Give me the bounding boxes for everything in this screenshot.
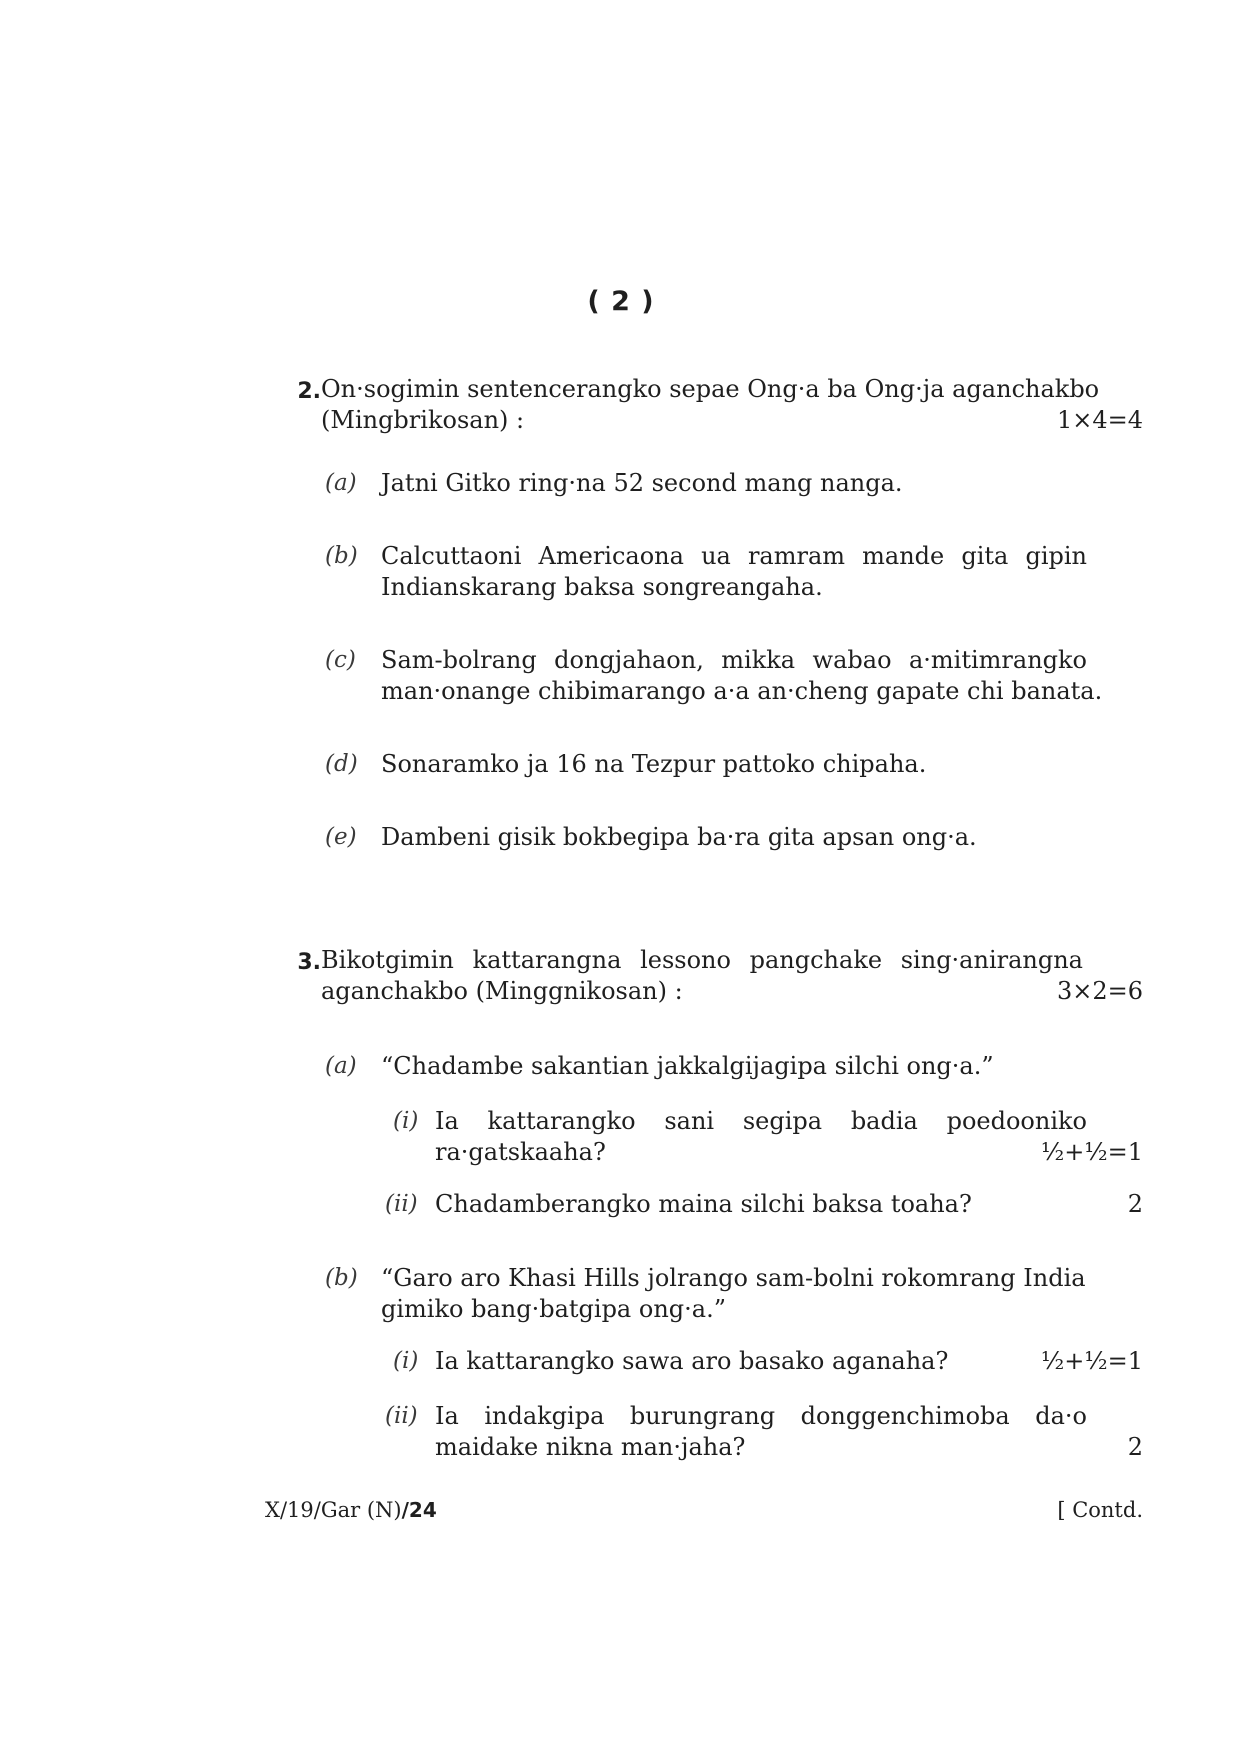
question-number: 2. <box>297 379 321 404</box>
item-label: (a) <box>325 1053 357 1079</box>
item-text-line-2: gimiko bang·batgipa ong·a.” <box>381 1295 726 1323</box>
question-number: 3. <box>297 950 321 975</box>
item-label: (d) <box>325 751 358 777</box>
q3-b-sub-i <box>385 1346 1143 1377</box>
question-text-line-1: Bikotgimin kattarangna lessono pangchake sing·anirangna <box>321 946 1083 974</box>
item-text: Dambeni gisik bokbegipa ba·ra gita apsan ong·a. <box>381 823 977 851</box>
continued-note: [ Contd. <box>1057 1498 1143 1522</box>
paper-code <box>265 1495 437 1525</box>
paper-code-suffix: /24 <box>401 1498 437 1522</box>
sub-item-label: (i) <box>393 1108 419 1134</box>
question-2 <box>287 374 1143 434</box>
q2-item-b <box>325 541 1087 603</box>
item-text: Jatni Gitko ring·na 52 second mang nanga. <box>381 469 903 497</box>
question-text-line-2: aganchakbo (Minggnikosan) : <box>321 977 683 1005</box>
sub-item-marks: ½+½=1 <box>1040 1138 1143 1166</box>
item-label: (b) <box>325 543 358 569</box>
sub-item-marks: 2 <box>1127 1433 1143 1461</box>
item-label: (a) <box>325 470 357 496</box>
q2-item-e <box>325 822 1087 853</box>
q2-item-d <box>325 749 1087 780</box>
q2-item-c <box>325 645 1103 707</box>
item-text-line-1: Sam-bolrang dongjahaon, mikka wabao a·mitimrangko <box>381 646 1087 674</box>
item-text-line-1: “Garo aro Khasi Hills jolrango sam-bolni rokomrang India <box>381 1264 1086 1292</box>
item-text-line-2: Indianskarang baksa songreangaha. <box>381 573 823 601</box>
sub-item-label: (i) <box>393 1348 419 1374</box>
item-text-line-2: man·onange chibimarango a·a an·cheng gapate chi banata. <box>381 677 1103 705</box>
item-label: (e) <box>325 824 357 850</box>
sub-item-text-line-2: ra·gatskaaha? <box>435 1138 606 1166</box>
item-text: Sonaramko ja 16 na Tezpur pattoko chipaha. <box>381 750 927 778</box>
sub-item-label: (ii) <box>385 1191 418 1217</box>
item-text-line-1: Calcuttaoni Americaona ua ramram mande gita gipin <box>381 542 1087 570</box>
page-number: ( 2 ) <box>587 286 655 317</box>
question-marks: 3×2=6 <box>1056 977 1143 1005</box>
paper-code-prefix: X/19/Gar (N) <box>265 1498 402 1522</box>
question-3 <box>287 945 1143 1005</box>
q3-a-sub-i <box>385 1106 1143 1168</box>
q2-item-a <box>325 468 1087 499</box>
question-text-line-1: On·sogimin sentencerangko sepae Ong·a ba Ong·ja aganchakbo <box>321 375 1100 403</box>
sub-item-label: (ii) <box>385 1403 418 1429</box>
sub-item-text: Ia kattarangko sawa aro basako aganaha? <box>435 1347 949 1375</box>
sub-item-marks: ½+½=1 <box>1040 1347 1143 1375</box>
q3-b-sub-ii <box>385 1401 1143 1463</box>
sub-item-text-line-1: Ia indakgipa burungrang donggenchimoba da·o <box>435 1402 1087 1430</box>
item-label: (c) <box>325 647 356 673</box>
sub-item-marks: 2 <box>1127 1190 1143 1218</box>
sub-item-text-line-2: maidake nikna man·jaha? <box>435 1433 746 1461</box>
item-label: (b) <box>325 1265 358 1291</box>
sub-item-text-line-1: Ia kattarangko sani segipa badia poedooniko <box>435 1107 1087 1135</box>
q3-item-a <box>325 1051 1087 1082</box>
question-marks: 1×4=4 <box>1056 406 1143 434</box>
item-quote: “Chadambe sakantian jakkalgijagipa silchi ong·a.” <box>381 1052 994 1080</box>
question-text-line-2: (Mingbrikosan) : <box>321 406 525 434</box>
sub-item-text: Chadamberangko maina silchi baksa toaha? <box>435 1190 972 1218</box>
q3-a-sub-ii <box>385 1189 1143 1220</box>
q3-item-b <box>325 1263 1087 1325</box>
